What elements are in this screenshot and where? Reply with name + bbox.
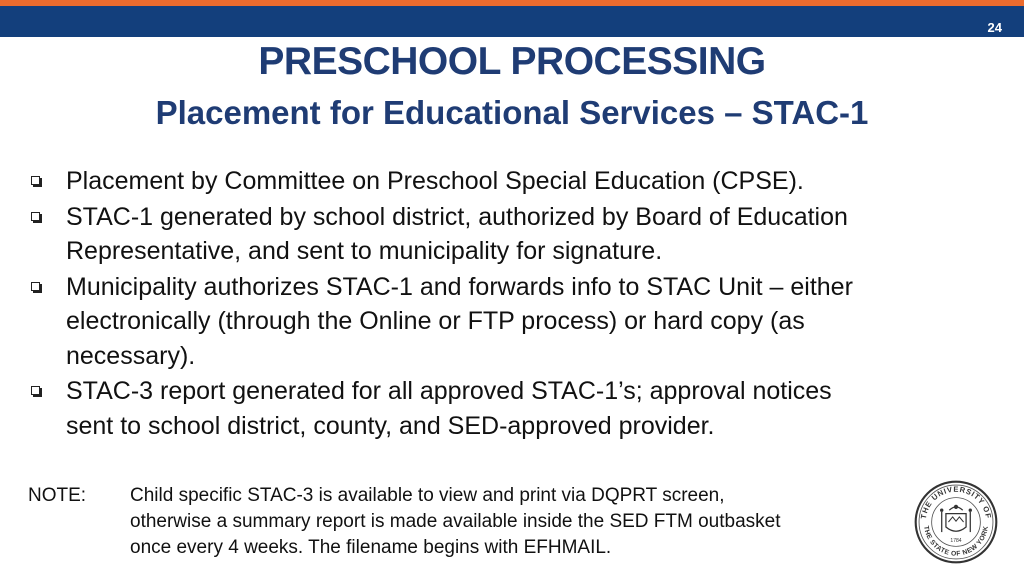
bullet-line: electronically (through the Online or FTP process) or hard copy (as (66, 307, 805, 335)
bullet-line: Municipality authorizes STAC-1 and forwards info to STAC Unit – either (66, 272, 853, 301)
bullet-item (28, 374, 988, 443)
note-line: Child specific STAC-3 is available to view and print via DQPRT screen, (130, 485, 725, 506)
slide-number: 24 (987, 20, 1002, 35)
bullet-item (28, 270, 988, 374)
bullet-line: necessary). (66, 341, 196, 370)
note-line: once every 4 weeks. The filename begins with EFHMAIL. (130, 537, 612, 558)
seal-year: 1784 (950, 538, 962, 545)
checkbox-bullet-icon (31, 176, 40, 185)
seal-top-text: THE UNIVERSITY OF (918, 484, 994, 520)
checkbox-bullet-icon (31, 212, 40, 221)
bullet-list (28, 164, 988, 444)
header-bar (0, 6, 1024, 37)
slide-title: PRESCHOOL PROCESSING (258, 40, 766, 83)
seal-bottom-text: THE STATE OF NEW YORK (922, 525, 990, 558)
bullet-line: STAC-1 generated by school district, authorized by Board of Education (66, 202, 848, 231)
checkbox-bullet-icon (31, 386, 40, 395)
university-seal-logo (914, 480, 998, 564)
note-line: otherwise a summary report is made available inside the SED FTM outbasket (130, 511, 781, 532)
checkbox-bullet-icon (31, 282, 40, 291)
slide-subtitle: Placement for Educational Services – STAC-1 (155, 94, 869, 131)
bullet-item (28, 200, 988, 269)
bullet-line: Placement by Committee on Preschool Special Education (CPSE). (66, 167, 804, 195)
bullet-line: Representative, and sent to municipality for signature. (66, 237, 663, 265)
bullet-item (28, 164, 988, 199)
note-text (130, 483, 930, 561)
bullet-line: sent to school district, county, and SED-approved provider. (66, 411, 715, 440)
note-label: NOTE: (28, 485, 87, 506)
bullet-line: STAC-3 report generated for all approved STAC-1’s; approval notices (66, 377, 832, 405)
